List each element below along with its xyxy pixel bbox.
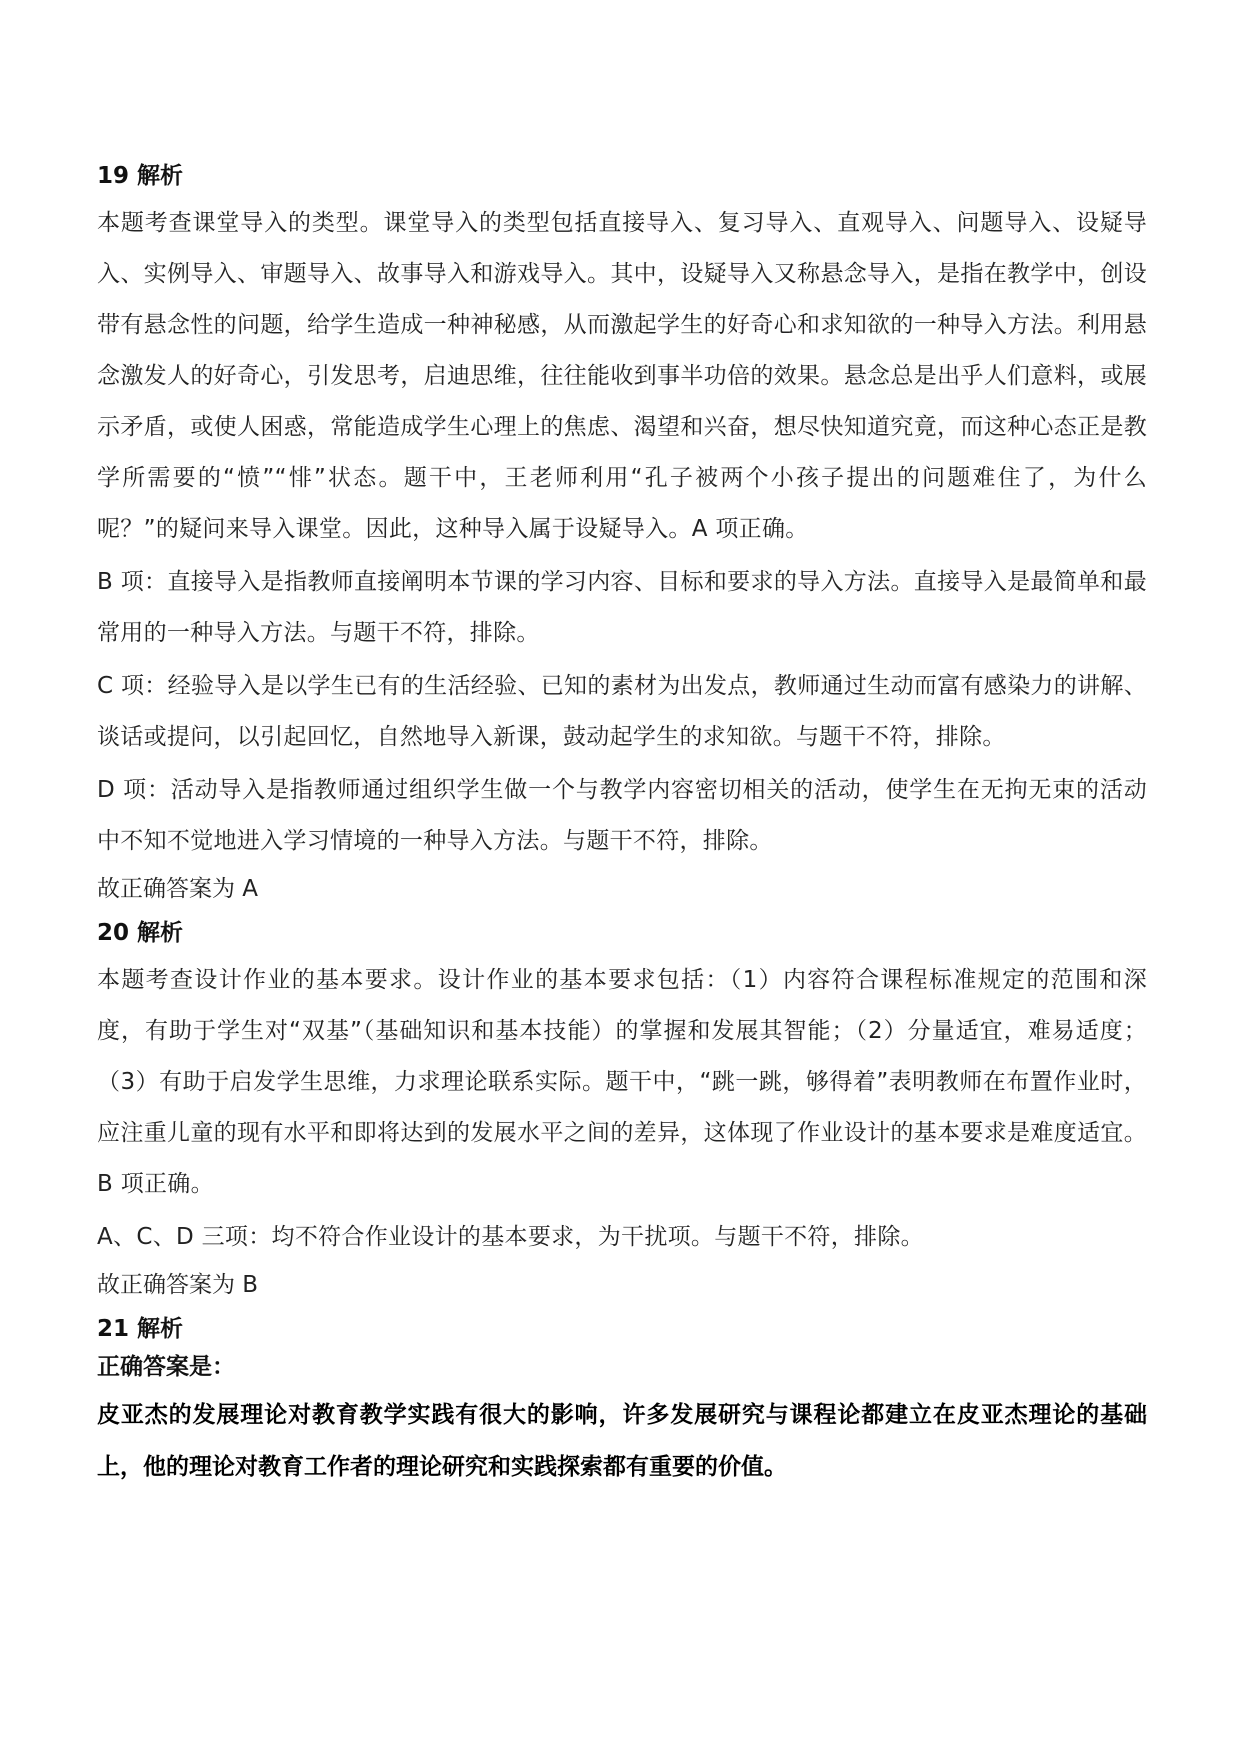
answer-body: 皮亚杰的发展理论对教育教学实践有很大的影响，许多发展研究与课程论都建立在皮亚杰理论的基础上，他的理论对教育工作者的理论研究和实践探索都有重要的价值。 xyxy=(97,1402,1147,1480)
answer-title: 正确答案是： xyxy=(97,1354,235,1380)
answer-line: 故正确答案为 A xyxy=(97,876,259,902)
section-21 xyxy=(97,1313,1147,1493)
explanation-paragraph: 本题考查设计作业的基本要求。设计作业的基本要求包括：（1）内容符合课程标准规定的范围和深度，有助于学生对“双基”（基础知识和基本技能）的掌握和发展其智能；（2）分量适宜，难易适度；（3）有助于启发学生思维，力求理论联系实际。题干中，“跳一跳，够得着”表明教师在布置作业时，应注重儿童的现有水平和即将达到的发展水平之间的差异，这体现了作业设计的基本要求是难度适宜。B 项正确。 xyxy=(97,967,1147,1197)
option-b-paragraph: B 项：直接导入是指教师直接阐明本节课的学习内容、目标和要求的导入方法。直接导入是最简单和最常用的一种导入方法。与题干不符，排除。 xyxy=(97,569,1147,646)
document-page xyxy=(97,160,1147,1497)
option-d-paragraph: D 项：活动导入是指教师通过组织学生做一个与教学内容密切相关的活动，使学生在无拘无束的活动中不知不觉地进入学习情境的一种导入方法。与题干不符，排除。 xyxy=(97,777,1147,854)
option-c-paragraph: C 项：经验导入是以学生已有的生活经验、已知的素材为出发点，教师通过生动而富有感染力的讲解、谈话或提问，以引起回忆，自然地导入新课，鼓动起学生的求知欲。与题干不符，排除。 xyxy=(97,673,1147,750)
section-20 xyxy=(97,917,1147,1305)
options-acd-paragraph: A、C、D 三项：均不符合作业设计的基本要求，为干扰项。与题干不符，排除。 xyxy=(97,1224,924,1250)
section-heading: 19 解析 xyxy=(97,163,184,189)
explanation-paragraph: 本题考查课堂导入的类型。课堂导入的类型包括直接导入、复习导入、直观导入、问题导入、设疑导入、实例导入、审题导入、故事导入和游戏导入。其中，设疑导入又称悬念导入，是指在教学中，创设带有悬念性的问题，给学生造成一种神秘感，从而激起学生的好奇心和求知欲的一种导入方法。利用悬念激发人的好奇心，引发思考，启迪思维，往往能收到事半功倍的效果。悬念总是出乎人们意料，或展示矛盾，或使人困惑，常能造成学生心理上的焦虑、渴望和兴奋，想尽快知道究竟，而这种心态正是教学所需要的“愤”“悱”状态。题干中，王老师利用“孔子被两个小孩子提出的问题难住了，为什么呢？”的疑问来导入课堂。因此，这种导入属于设疑导入。A 项正确。 xyxy=(97,210,1147,542)
section-19 xyxy=(97,160,1147,909)
answer-line: 故正确答案为 B xyxy=(97,1272,259,1298)
section-heading: 20 解析 xyxy=(97,920,184,946)
section-heading: 21 解析 xyxy=(97,1316,184,1342)
